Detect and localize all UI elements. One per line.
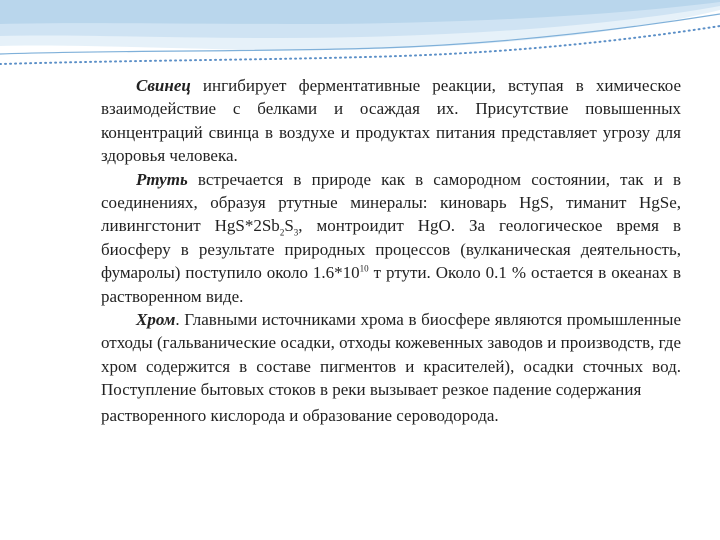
paragraph-chromium: [101, 308, 681, 402]
term-chromium: Хром: [136, 310, 176, 330]
mercury-sub-a: 2: [279, 227, 285, 238]
lead-text: ингибирует ферментативные реакции, вступая в химическое взаимодействие с белками и осаждая их. Присутствие повышенных концентраций свинца в воздухе и продуктах питания представляет угрозу для здоровья человека.: [101, 76, 681, 166]
mercury-text-a: встречается в природе как в самородном состоянии, так и в соединениях, образуя ртутные минералы: киноварь HgS, тиманит HgSe, ливингстонит HgS*2Sb: [101, 169, 681, 236]
mercury-text-c: , монтроидит HgO. За геологическое время в биосферу в результате природных процессов (вулканическая деятельность, фумаролы) поступило около 1.6*10: [101, 216, 681, 283]
chromium-text-a: . Главными источниками хрома в биосфере являются промышленные отходы (гальванические осадки, отходы кожевенных заводов и производств, где хром содержится в составе пигментов и красителей), осадки сточных вод. Поступление бытовых стоков в реки вызывает резкое падение содержания: [101, 310, 681, 400]
header-wave-decoration: [0, 0, 720, 80]
term-lead: Свинец: [136, 76, 191, 95]
paragraph-lead: [101, 74, 681, 168]
mercury-sup-a: 10: [359, 263, 369, 274]
mercury-text-b: S: [284, 216, 294, 236]
mercury-text-d: т ртути. Около 0.1 % остается в океанах в растворенном виде.: [101, 263, 681, 306]
text-block: [101, 74, 681, 444]
paragraph-mercury: [101, 168, 681, 308]
paragraph-chromium-end: растворенного кислорода и образование сероводорода.: [101, 405, 499, 425]
mercury-sub-b: 3: [293, 227, 299, 238]
term-mercury: Ртуть: [136, 169, 188, 189]
